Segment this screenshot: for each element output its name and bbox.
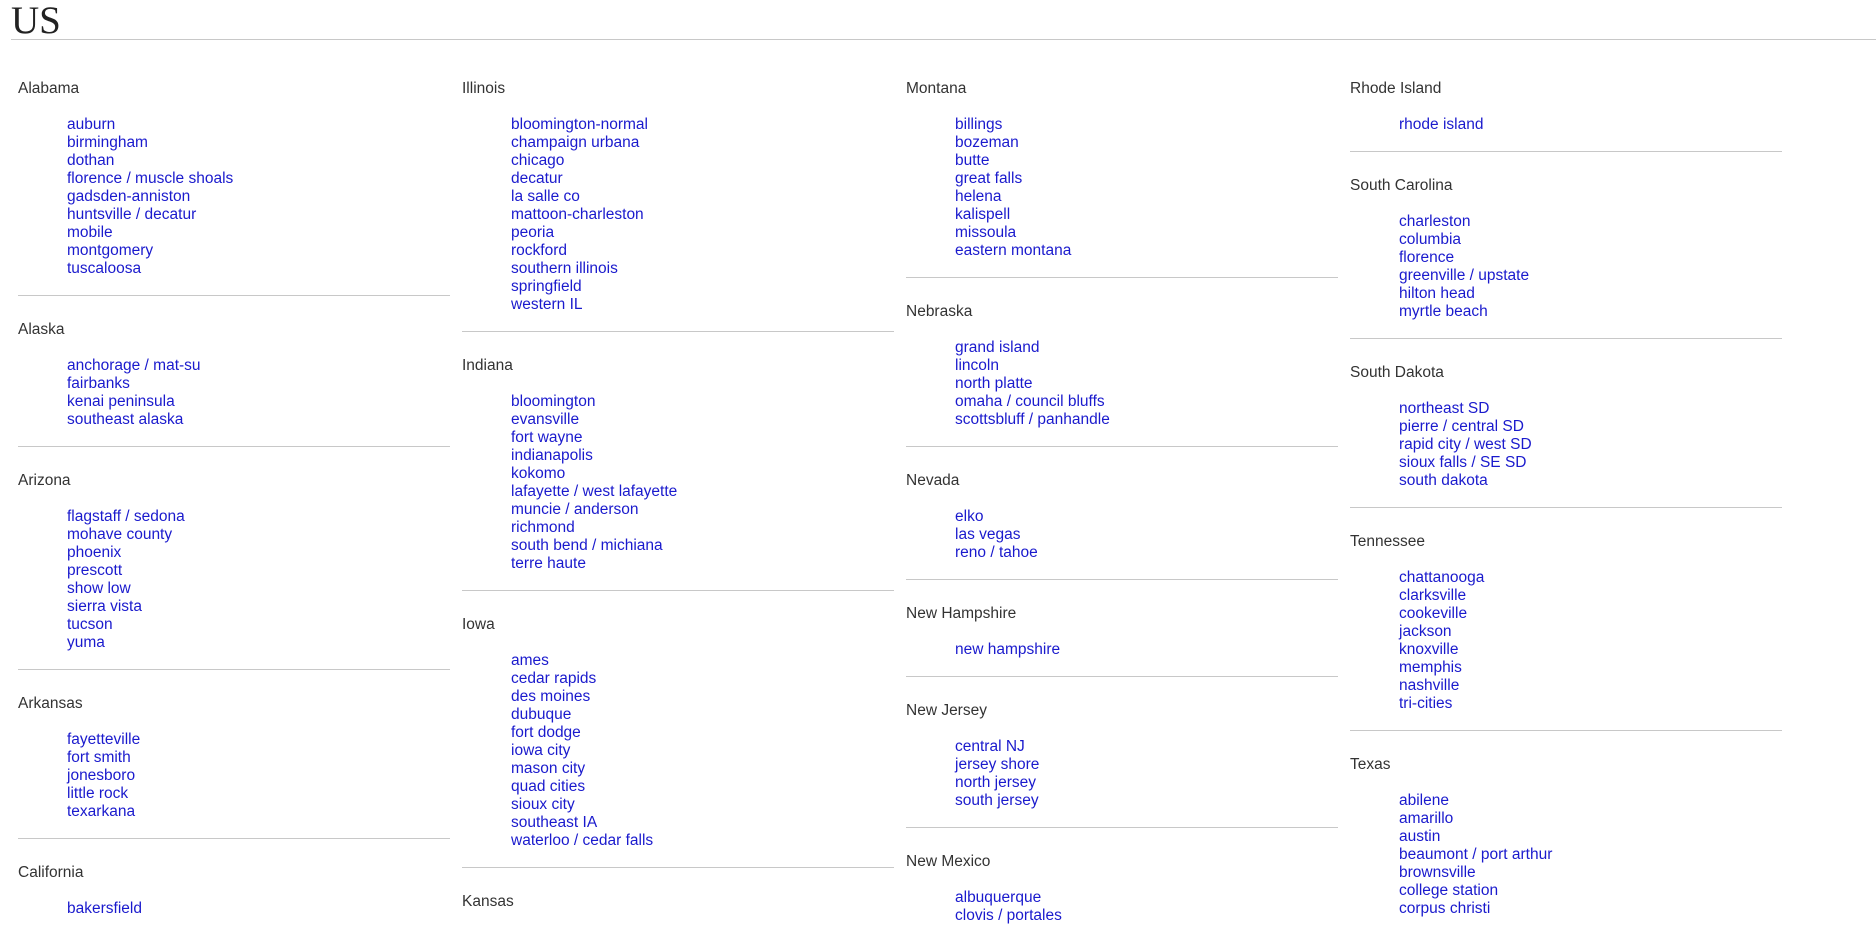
city-list-item: [1399, 677, 1782, 695]
city-list-item: [955, 116, 1338, 134]
city-link-auburn[interactable]: auburn: [67, 116, 116, 133]
city-list-item: [1399, 792, 1782, 810]
state-heading: Arkansas: [18, 695, 83, 712]
city-link-bloomington-normal[interactable]: bloomington-normal: [511, 116, 648, 133]
city-link-fort-dodge[interactable]: fort dodge: [511, 724, 581, 741]
city-list-item: [955, 206, 1338, 224]
city-list-item: [1399, 472, 1782, 490]
city-link-yuma[interactable]: yuma: [67, 634, 105, 651]
city-list-item: [1399, 659, 1782, 677]
city-list-item: [67, 152, 450, 170]
city-list-item: [67, 411, 450, 429]
state-heading: Alabama: [18, 80, 80, 97]
city-link-knoxville[interactable]: knoxville: [1399, 641, 1459, 658]
city-list-item: [67, 375, 450, 393]
city-link-phoenix[interactable]: phoenix: [67, 544, 122, 561]
city-link-hilton-head[interactable]: hilton head: [1399, 285, 1475, 302]
city-list-item: [511, 706, 894, 724]
city-link-columbia[interactable]: columbia: [1399, 231, 1462, 248]
city-link-myrtle-beach[interactable]: myrtle beach: [1399, 303, 1488, 320]
state-heading: Illinois: [462, 80, 506, 97]
city-link-brownsville[interactable]: brownsville: [1399, 864, 1476, 881]
city-list-item: [955, 242, 1338, 260]
state-section-california: [18, 864, 450, 918]
city-list-item: [1399, 285, 1782, 303]
city-link-huntsville-decatur[interactable]: huntsville / decatur: [67, 206, 197, 223]
city-link-sioux-falls-se-sd[interactable]: sioux falls / SE SD: [1399, 454, 1527, 471]
city-link-kenai-peninsula[interactable]: kenai peninsula: [67, 393, 175, 410]
state-heading: New Jersey: [906, 702, 987, 719]
state-divider: [18, 838, 450, 839]
city-list-item: [67, 134, 450, 152]
city-list-item: [511, 429, 894, 447]
city-link-champaign-urbana[interactable]: champaign urbana: [511, 134, 640, 151]
city-list-item: [67, 260, 450, 278]
city-list-item: [955, 774, 1338, 792]
state-section-illinois: [462, 80, 894, 332]
city-link-grand-island[interactable]: grand island: [955, 339, 1040, 356]
state-divider: [1350, 338, 1782, 339]
city-list-item: [511, 206, 894, 224]
city-link-richmond[interactable]: richmond: [511, 519, 575, 536]
city-list-item: [511, 724, 894, 742]
city-link-rapid-city-west-sd[interactable]: rapid city / west SD: [1399, 436, 1532, 453]
city-link-peoria[interactable]: peoria: [511, 224, 555, 241]
state-section-arkansas: [18, 695, 450, 839]
city-list-item: [511, 778, 894, 796]
city-link-mattoon-charleston[interactable]: mattoon-charleston: [511, 206, 644, 223]
city-link-north-platte[interactable]: north platte: [955, 375, 1033, 392]
city-link-mohave-county[interactable]: mohave county: [67, 526, 173, 543]
city-list-item: [67, 634, 450, 652]
city-list-item: [955, 907, 1338, 925]
state-section-south-dakota: [1350, 364, 1782, 508]
city-list-item: [511, 278, 894, 296]
city-link-flagstaff-sedona[interactable]: flagstaff / sedona: [67, 508, 185, 525]
city-list-item: [1399, 436, 1782, 454]
city-list: [462, 116, 894, 314]
city-link-rhode-island[interactable]: rhode island: [1399, 116, 1484, 133]
city-list-item: [511, 760, 894, 778]
city-list-item: [67, 785, 450, 803]
city-link-pierre-central-sd[interactable]: pierre / central SD: [1399, 418, 1524, 435]
city-link-western-il[interactable]: western IL: [511, 296, 583, 313]
city-list-item: [67, 357, 450, 375]
city-link-terre-haute[interactable]: terre haute: [511, 555, 586, 572]
city-link-decatur[interactable]: decatur: [511, 170, 563, 187]
city-list-item: [955, 188, 1338, 206]
city-list-item: [511, 134, 894, 152]
city-list-item: [955, 792, 1338, 810]
city-link-memphis[interactable]: memphis: [1399, 659, 1462, 676]
state-divider: [906, 827, 1338, 828]
state-heading: Indiana: [462, 357, 513, 374]
city-list: [906, 116, 1338, 260]
state-divider: [1350, 730, 1782, 731]
city-link-chicago[interactable]: chicago: [511, 152, 565, 169]
city-list-item: [511, 652, 894, 670]
city-list: [18, 357, 450, 429]
city-link-gadsden-anniston[interactable]: gadsden-anniston: [67, 188, 191, 205]
city-list-item: [67, 116, 450, 134]
city-list-item: [67, 224, 450, 242]
city-list-item: [67, 803, 450, 821]
city-list-item: [955, 508, 1338, 526]
city-list: [18, 900, 450, 918]
city-list-item: [1399, 249, 1782, 267]
city-list-item: [511, 742, 894, 760]
city-link-southeast-ia[interactable]: southeast IA: [511, 814, 598, 831]
city-link-texarkana[interactable]: texarkana: [67, 803, 136, 820]
city-link-tucson[interactable]: tucson: [67, 616, 113, 633]
page-title: US: [11, 0, 61, 42]
city-list-item: [511, 555, 894, 573]
city-link-florence-muscle-shoals[interactable]: florence / muscle shoals: [67, 170, 234, 187]
city-list-item: [955, 152, 1338, 170]
city-link-elko[interactable]: elko: [955, 508, 984, 525]
state-heading: Alaska: [18, 321, 65, 338]
state-column: [462, 80, 894, 911]
state-column: [18, 80, 450, 918]
city-list-item: [511, 447, 894, 465]
city-link-bakersfield[interactable]: bakersfield: [67, 900, 142, 917]
city-list-item: [67, 749, 450, 767]
city-list: [462, 652, 894, 850]
city-link-great-falls[interactable]: great falls: [955, 170, 1023, 187]
city-link-austin[interactable]: austin: [1399, 828, 1441, 845]
city-link-corpus-christi[interactable]: corpus christi: [1399, 900, 1491, 917]
city-list-item: [67, 206, 450, 224]
state-heading: Rhode Island: [1350, 80, 1442, 97]
city-list-item: [1399, 846, 1782, 864]
city-list-item: [1399, 303, 1782, 321]
city-list-item: [1399, 605, 1782, 623]
city-list: [18, 116, 450, 278]
city-link-springfield[interactable]: springfield: [511, 278, 582, 295]
city-list-item: [1399, 454, 1782, 472]
state-section-iowa: [462, 616, 894, 868]
city-link-helena[interactable]: helena: [955, 188, 1002, 205]
state-section-nebraska: [906, 303, 1338, 447]
city-list-item: [511, 832, 894, 850]
city-link-lafayette-west-lafayette[interactable]: lafayette / west lafayette: [511, 483, 678, 500]
city-link-missoula[interactable]: missoula: [955, 224, 1017, 241]
city-link-central-nj[interactable]: central NJ: [955, 738, 1025, 755]
state-divider: [1350, 507, 1782, 508]
city-link-amarillo[interactable]: amarillo: [1399, 810, 1454, 827]
city-link-cookeville[interactable]: cookeville: [1399, 605, 1468, 622]
city-link-sioux-city[interactable]: sioux city: [511, 796, 575, 813]
city-link-jersey-shore[interactable]: jersey shore: [955, 756, 1040, 773]
state-section-new-hampshire: [906, 605, 1338, 677]
city-list-item: [511, 116, 894, 134]
city-link-iowa-city[interactable]: iowa city: [511, 742, 571, 759]
state-section-texas: [1350, 756, 1782, 918]
city-list-item: [1399, 810, 1782, 828]
city-list-item: [67, 170, 450, 188]
city-list: [1350, 569, 1782, 713]
city-link-ames[interactable]: ames: [511, 652, 549, 669]
city-list-item: [1399, 569, 1782, 587]
state-heading: Nebraska: [906, 303, 973, 320]
state-heading: South Carolina: [1350, 177, 1453, 194]
state-divider: [906, 446, 1338, 447]
city-link-albuquerque[interactable]: albuquerque: [955, 889, 1042, 906]
city-link-fort-smith[interactable]: fort smith: [67, 749, 131, 766]
city-link-show-low[interactable]: show low: [67, 580, 131, 597]
city-list: [906, 508, 1338, 562]
city-link-mason-city[interactable]: mason city: [511, 760, 586, 777]
state-divider: [462, 867, 894, 868]
city-link-evansville[interactable]: evansville: [511, 411, 580, 428]
city-list-item: [511, 814, 894, 832]
state-heading: New Hampshire: [906, 605, 1017, 622]
city-list-item: [511, 296, 894, 314]
state-section-montana: [906, 80, 1338, 278]
city-list-item: [1399, 623, 1782, 641]
city-link-lincoln[interactable]: lincoln: [955, 357, 999, 374]
city-list-item: [511, 537, 894, 555]
city-link-jackson[interactable]: jackson: [1399, 623, 1452, 640]
city-list: [1350, 116, 1782, 134]
city-link-greenville-upstate[interactable]: greenville / upstate: [1399, 267, 1530, 284]
city-list-item: [955, 641, 1338, 659]
city-list-item: [955, 544, 1338, 562]
city-link-college-station[interactable]: college station: [1399, 882, 1499, 899]
city-link-indianapolis[interactable]: indianapolis: [511, 447, 593, 464]
city-list-item: [67, 616, 450, 634]
city-link-nashville[interactable]: nashville: [1399, 677, 1460, 694]
city-list-item: [1399, 641, 1782, 659]
city-list-item: [1399, 213, 1782, 231]
state-divider: [462, 331, 894, 332]
city-link-cedar-rapids[interactable]: cedar rapids: [511, 670, 597, 687]
state-divider: [18, 669, 450, 670]
city-list: [18, 731, 450, 821]
state-divider: [906, 676, 1338, 677]
city-link-charleston[interactable]: charleston: [1399, 213, 1471, 230]
city-list-item: [1399, 882, 1782, 900]
city-link-eastern-montana[interactable]: eastern montana: [955, 242, 1072, 259]
city-list-item: [67, 188, 450, 206]
city-list-item: [1399, 418, 1782, 436]
state-section-kansas: [462, 893, 894, 911]
city-list-item: [511, 242, 894, 260]
city-list-item: [1399, 587, 1782, 605]
city-link-butte[interactable]: butte: [955, 152, 990, 169]
city-list-item: [67, 393, 450, 411]
city-list-item: [955, 170, 1338, 188]
city-list: [462, 393, 894, 573]
city-list-item: [511, 411, 894, 429]
city-list-item: [1399, 900, 1782, 918]
state-divider: [18, 295, 450, 296]
city-link-tri-cities[interactable]: tri-cities: [1399, 695, 1453, 712]
city-list-item: [67, 544, 450, 562]
city-list-item: [67, 580, 450, 598]
state-column: [1350, 80, 1782, 918]
city-list: [1350, 792, 1782, 918]
state-heading: South Dakota: [1350, 364, 1444, 381]
city-list-item: [67, 526, 450, 544]
city-link-clarksville[interactable]: clarksville: [1399, 587, 1467, 604]
city-list-item: [511, 465, 894, 483]
city-link-southern-illinois[interactable]: southern illinois: [511, 260, 618, 277]
city-list: [906, 339, 1338, 429]
city-list-item: [955, 134, 1338, 152]
city-list-item: [67, 508, 450, 526]
state-section-arizona: [18, 472, 450, 670]
city-link-new-hampshire[interactable]: new hampshire: [955, 641, 1061, 658]
city-link-waterloo-cedar-falls[interactable]: waterloo / cedar falls: [511, 832, 654, 849]
city-link-florence[interactable]: florence: [1399, 249, 1455, 266]
city-link-bozeman[interactable]: bozeman: [955, 134, 1019, 151]
state-section-alabama: [18, 80, 450, 296]
state-heading: New Mexico: [906, 853, 991, 870]
state-divider: [906, 579, 1338, 580]
city-link-rockford[interactable]: rockford: [511, 242, 567, 259]
city-list: [1350, 213, 1782, 321]
state-heading: Texas: [1350, 756, 1391, 773]
city-link-billings[interactable]: billings: [955, 116, 1003, 133]
city-link-mobile[interactable]: mobile: [67, 224, 113, 241]
city-list-item: [67, 598, 450, 616]
city-list-item: [67, 242, 450, 260]
city-list-item: [511, 501, 894, 519]
city-link-abilene[interactable]: abilene: [1399, 792, 1449, 809]
city-link-la-salle-co[interactable]: la salle co: [511, 188, 580, 205]
city-list: [1350, 400, 1782, 490]
city-list-item: [955, 375, 1338, 393]
city-link-chattanooga[interactable]: chattanooga: [1399, 569, 1485, 586]
city-list-item: [1399, 828, 1782, 846]
city-list-item: [511, 519, 894, 537]
city-link-south-dakota[interactable]: south dakota: [1399, 472, 1488, 489]
state-section-nevada: [906, 472, 1338, 580]
state-heading: Iowa: [462, 616, 495, 633]
state-section-new-mexico: [906, 853, 1338, 925]
city-link-des-moines[interactable]: des moines: [511, 688, 591, 705]
city-list-item: [955, 526, 1338, 544]
title-divider: [11, 39, 1876, 40]
city-list: [906, 889, 1338, 925]
city-list-item: [1399, 116, 1782, 134]
city-list-item: [1399, 400, 1782, 418]
state-divider: [1350, 151, 1782, 152]
city-list-item: [1399, 267, 1782, 285]
city-list-item: [511, 260, 894, 278]
city-link-fayetteville[interactable]: fayetteville: [67, 731, 141, 748]
state-divider: [906, 277, 1338, 278]
city-list-item: [511, 483, 894, 501]
state-divider: [18, 446, 450, 447]
city-link-las-vegas[interactable]: las vegas: [955, 526, 1021, 543]
city-link-sierra-vista[interactable]: sierra vista: [67, 598, 142, 615]
city-list-item: [511, 796, 894, 814]
state-section-indiana: [462, 357, 894, 591]
city-list-item: [511, 188, 894, 206]
city-link-montgomery[interactable]: montgomery: [67, 242, 154, 259]
city-link-south-bend-michiana[interactable]: south bend / michiana: [511, 537, 663, 554]
city-link-dubuque[interactable]: dubuque: [511, 706, 572, 723]
city-list: [18, 508, 450, 652]
state-heading: Montana: [906, 80, 967, 97]
state-heading: Arizona: [18, 472, 71, 489]
city-list-item: [955, 738, 1338, 756]
city-link-reno-tahoe[interactable]: reno / tahoe: [955, 544, 1038, 561]
state-divider: [462, 590, 894, 591]
city-link-clovis-portales[interactable]: clovis / portales: [955, 907, 1062, 924]
city-list-item: [955, 889, 1338, 907]
city-link-northeast-sd[interactable]: northeast SD: [1399, 400, 1490, 417]
city-link-kokomo[interactable]: kokomo: [511, 465, 566, 482]
city-list-item: [67, 731, 450, 749]
city-list-item: [511, 152, 894, 170]
city-list: [906, 641, 1338, 659]
state-section-rhode-island: [1350, 80, 1782, 152]
state-section-south-carolina: [1350, 177, 1782, 339]
city-list-item: [955, 357, 1338, 375]
city-list-item: [511, 688, 894, 706]
city-list-item: [1399, 864, 1782, 882]
city-link-tuscaloosa[interactable]: tuscaloosa: [67, 260, 142, 277]
city-list-item: [955, 339, 1338, 357]
state-section-alaska: [18, 321, 450, 447]
city-list-item: [67, 562, 450, 580]
city-list-item: [511, 170, 894, 188]
city-list-item: [67, 900, 450, 918]
city-list-item: [955, 224, 1338, 242]
city-link-dothan[interactable]: dothan: [67, 152, 115, 169]
city-list: [906, 738, 1338, 810]
state-heading: Nevada: [906, 472, 960, 489]
state-heading: California: [18, 864, 84, 881]
city-link-scottsbluff-panhandle[interactable]: scottsbluff / panhandle: [955, 411, 1110, 428]
city-link-omaha-council-bluffs[interactable]: omaha / council bluffs: [955, 393, 1105, 410]
city-link-south-jersey[interactable]: south jersey: [955, 792, 1039, 809]
state-column: [906, 80, 1338, 925]
city-link-north-jersey[interactable]: north jersey: [955, 774, 1036, 791]
city-link-bloomington[interactable]: bloomington: [511, 393, 596, 410]
city-link-prescott[interactable]: prescott: [67, 562, 123, 579]
city-list-item: [67, 767, 450, 785]
city-link-muncie-anderson[interactable]: muncie / anderson: [511, 501, 639, 518]
city-link-beaumont-port-arthur[interactable]: beaumont / port arthur: [1399, 846, 1553, 863]
city-list-item: [511, 670, 894, 688]
city-list-item: [511, 393, 894, 411]
city-list-item: [955, 756, 1338, 774]
city-link-fort-wayne[interactable]: fort wayne: [511, 429, 583, 446]
city-link-kalispell[interactable]: kalispell: [955, 206, 1011, 223]
state-section-new-jersey: [906, 702, 1338, 828]
city-link-little-rock[interactable]: little rock: [67, 785, 129, 802]
city-link-fairbanks[interactable]: fairbanks: [67, 375, 130, 392]
city-link-southeast-alaska[interactable]: southeast alaska: [67, 411, 184, 428]
city-list-item: [1399, 231, 1782, 249]
state-heading: Tennessee: [1350, 533, 1425, 550]
city-list-item: [1399, 695, 1782, 713]
city-list-item: [955, 393, 1338, 411]
city-link-birmingham[interactable]: birmingham: [67, 134, 148, 151]
city-list-item: [955, 411, 1338, 429]
city-list-item: [511, 224, 894, 242]
state-section-tennessee: [1350, 533, 1782, 731]
city-link-jonesboro[interactable]: jonesboro: [67, 767, 136, 784]
state-heading: Kansas: [462, 893, 514, 910]
city-link-quad-cities[interactable]: quad cities: [511, 778, 586, 795]
city-link-anchorage-mat-su[interactable]: anchorage / mat-su: [67, 357, 201, 374]
